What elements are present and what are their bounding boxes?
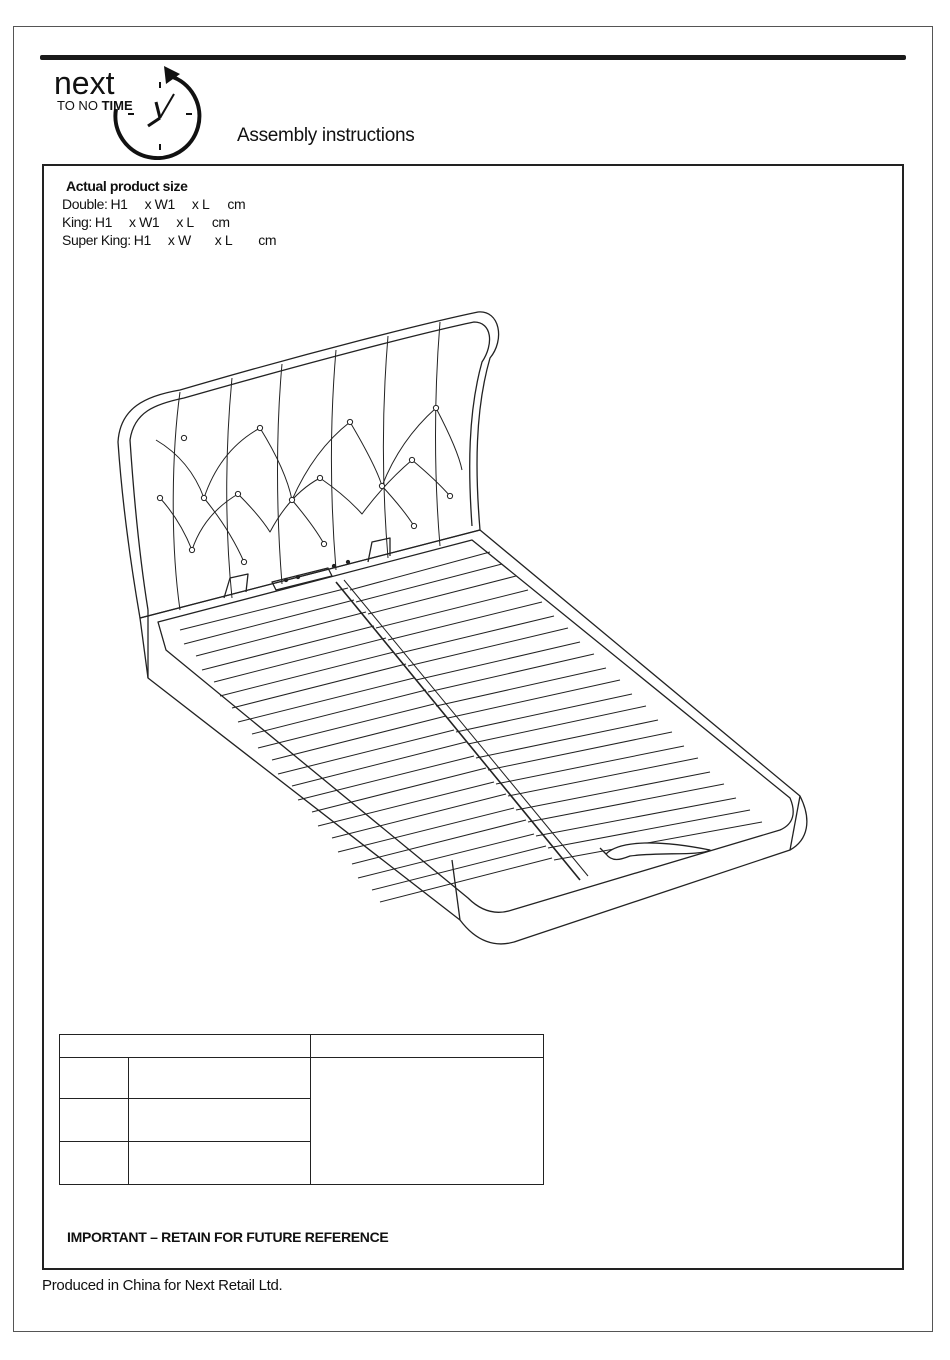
parts-cell (60, 1099, 129, 1142)
size-unit: cm (227, 196, 246, 212)
size-label: King: (62, 214, 92, 230)
size-height: H1 (110, 196, 128, 212)
parts-cell (129, 1142, 311, 1185)
parts-notes-cell (311, 1058, 544, 1185)
size-width: x W1 (129, 214, 160, 230)
logo-next-text: next (54, 65, 115, 101)
next-to-no-time-logo (52, 64, 204, 160)
parts-cell (129, 1099, 311, 1142)
parts-table (59, 1034, 544, 1185)
important-notice: IMPORTANT – RETAIN FOR FUTURE REFERENCE (67, 1229, 389, 1245)
size-label: Double: (62, 196, 108, 212)
size-length: x L (191, 196, 210, 212)
size-length: x L (176, 214, 194, 230)
size-width: x W (167, 232, 191, 248)
header-rule (40, 55, 906, 60)
size-unit: cm (258, 232, 277, 248)
parts-header-cell (311, 1035, 544, 1058)
size-unit: cm (211, 214, 230, 230)
parts-header-cell (60, 1035, 311, 1058)
produced-by-footer: Produced in China for Next Retail Ltd. (42, 1277, 283, 1294)
size-heading: Actual product size (66, 178, 188, 194)
page-title: Assembly instructions (237, 125, 415, 146)
size-row-king (62, 213, 276, 231)
size-length: x L (214, 232, 233, 248)
product-size-block (62, 177, 276, 249)
size-height: H1 (94, 214, 113, 230)
parts-cell (129, 1058, 311, 1099)
parts-cell (60, 1058, 129, 1099)
size-row-super-king (62, 231, 276, 249)
ottoman-bed-illustration (100, 300, 830, 960)
logo-to-no-text: TO NO TIME (57, 98, 133, 113)
size-width: x W1 (144, 196, 175, 212)
size-height: H1 (133, 232, 151, 248)
size-label: Super King: (62, 232, 131, 248)
parts-cell (60, 1142, 129, 1185)
size-row-double (62, 195, 276, 213)
